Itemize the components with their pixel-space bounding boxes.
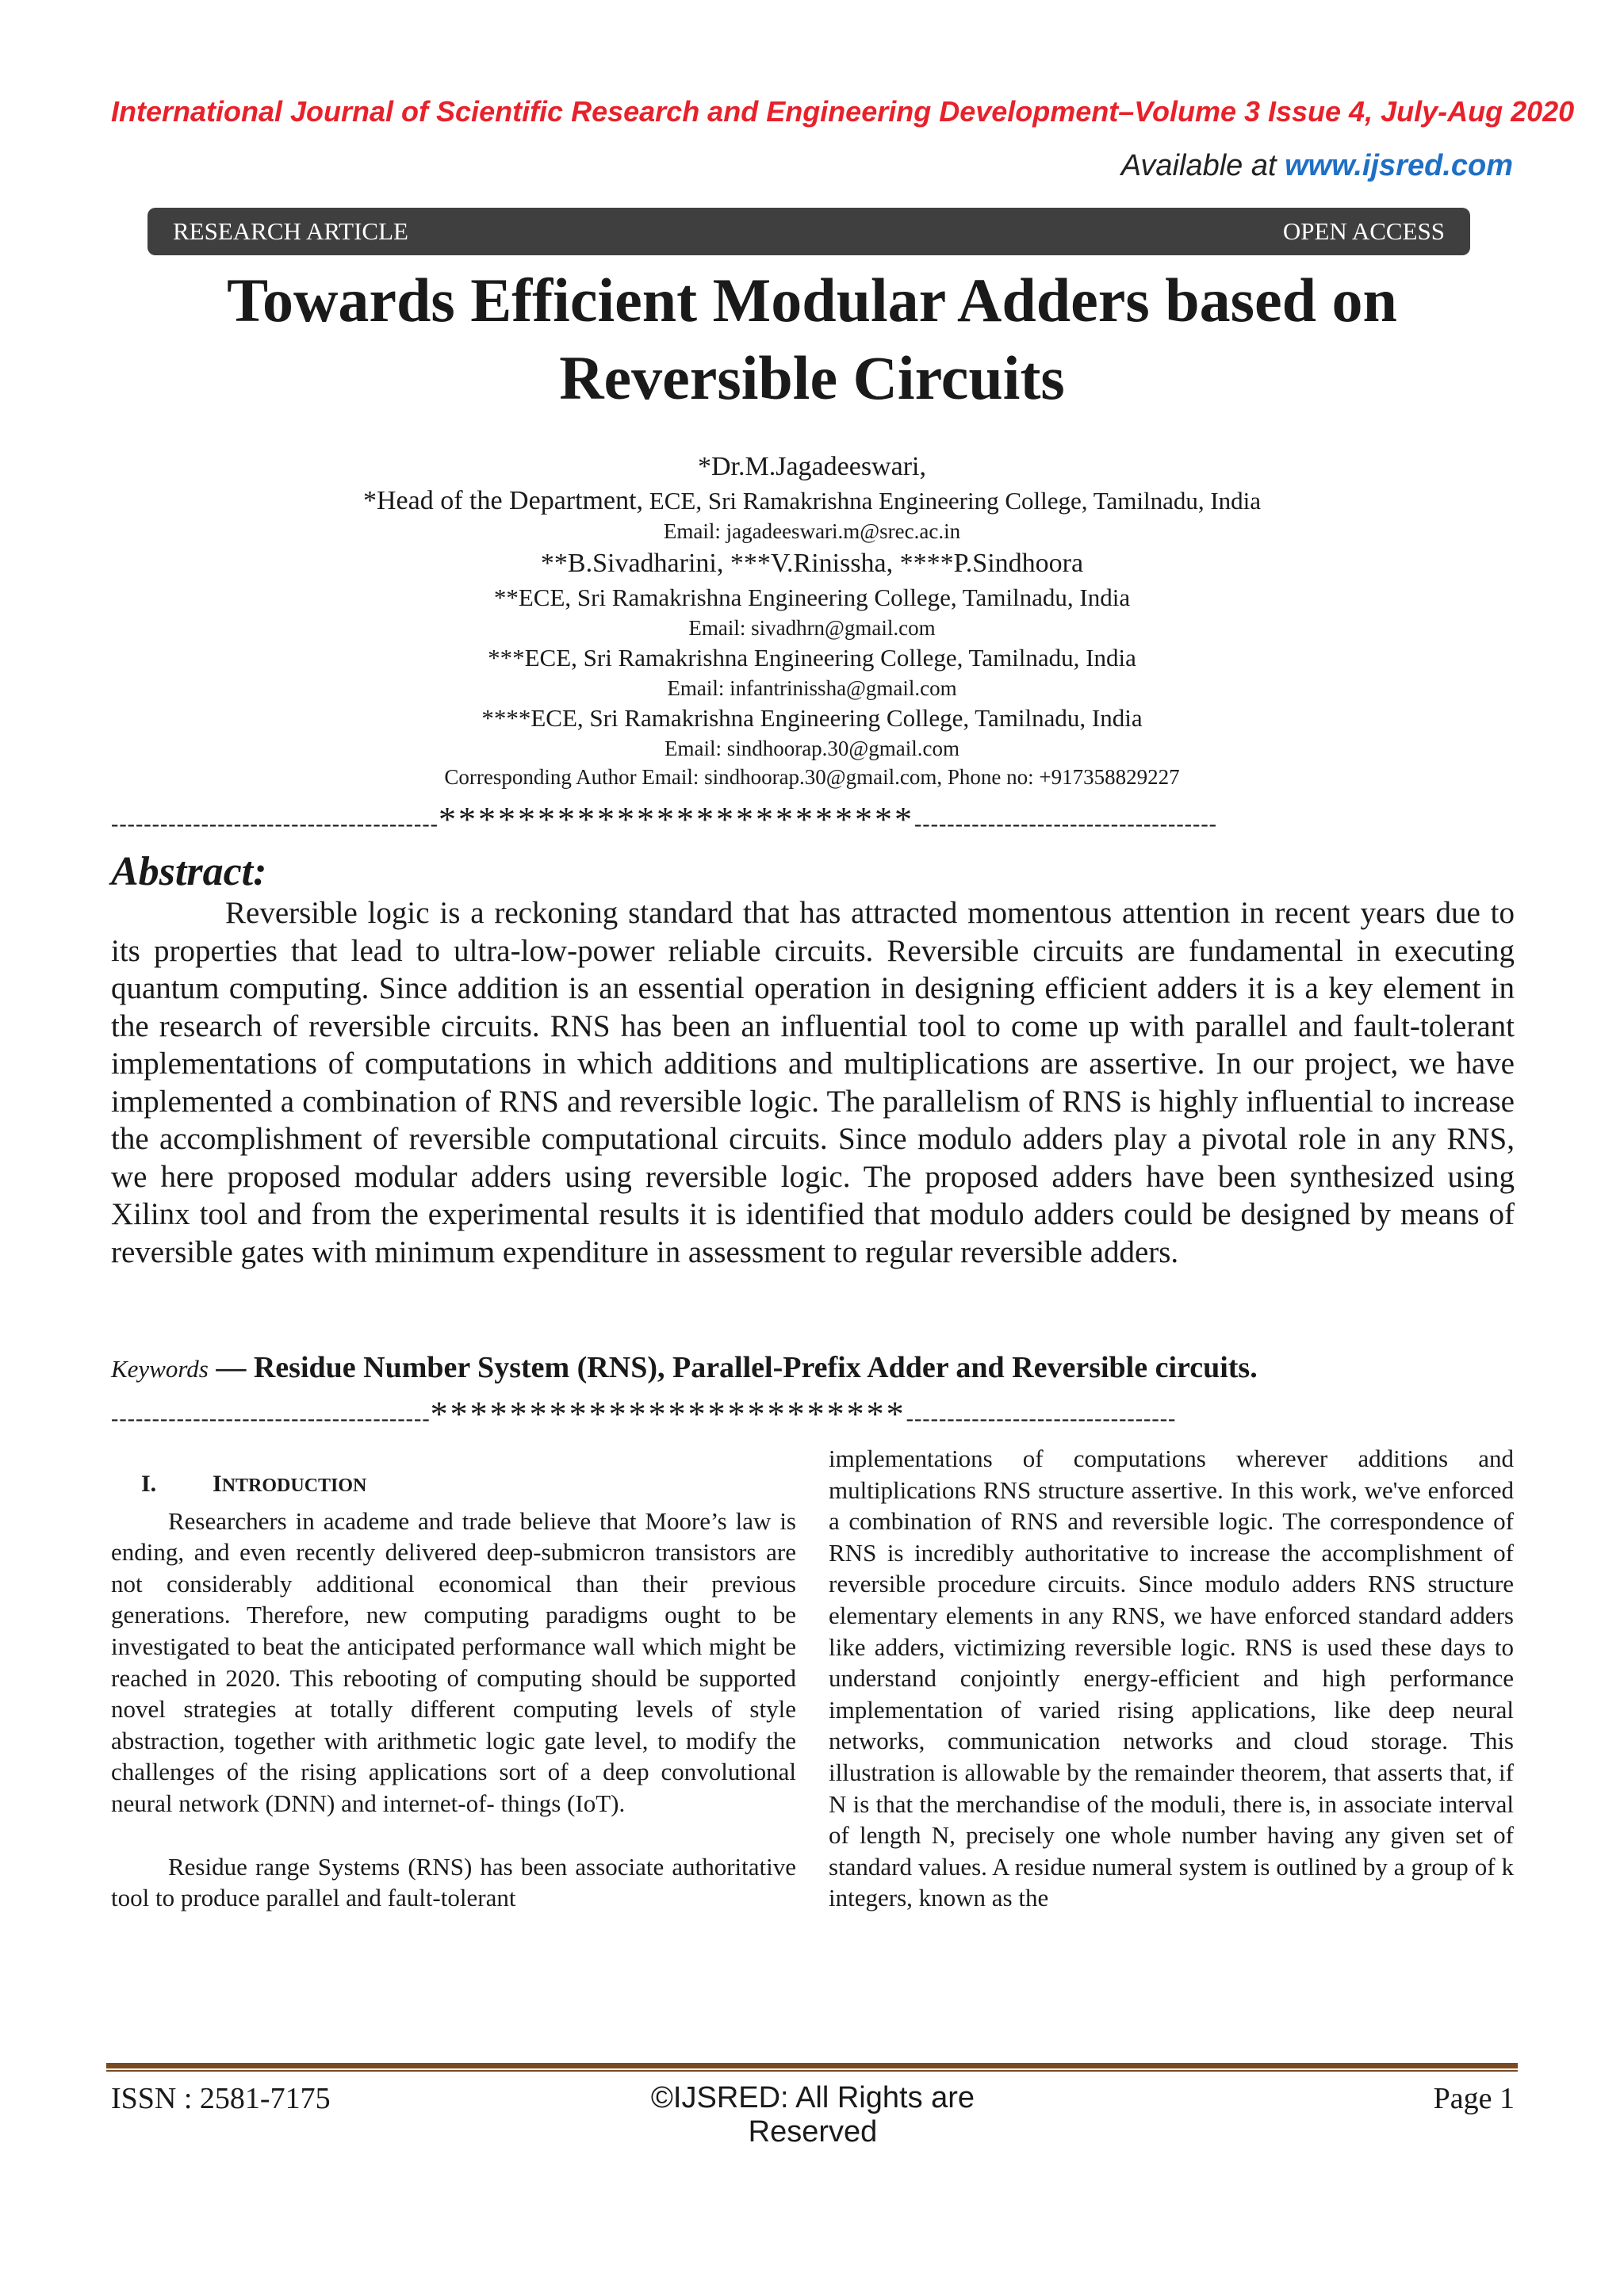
introduction-paragraph-3: implementations of computations wherever additions and multiplications RNS structure assertive. In this work, we've enforced a combination of RNS and reversible logic. The correspondence of RNS is incredibly authoritative to increase the accomplishment of reversible procedure circuits. Since modulo adders RNS structure elementary elements in any RNS, we have enforced standard adders like adders, victimizing reversible logic. RNS is used these days to understand conjointly energy-efficient and high performance implementation of varied rising applications, like deep neural networks, communication networks and cloud storage. This illustration is allowable by the remainder theorem, that asserts that, if N is that the merchandise of the moduli, there is, in associate interval of length N, precisely one whole number having any given set of standard values. A residue numeral system is outlined by a group of k integers, known as the [829, 1445, 1514, 1912]
paper-title [111, 262, 1513, 417]
abstract-text: Reversible logic is a reckoning standard that has attracted momentous attention in recent years due to its properties that lead to ultra-low-power reliable circuits. Reversible circuits are fundamental in executing quantum computing. Since addition is an essential operation in designing efficient adders it is a key element in the research of reversible circuits. RNS has been an influential tool to come up with parallel and fault-tolerant implementations of computations in which additions and multiplications are assertive. In our project, we have implemented a combination of RNS and reversible logic. The parallelism of RNS is highly influential to increase the accomplishment of reversible computational circuits. Since modulo adders play a pivotal role in any RNS, we here proposed modular adders using reversible logic. The proposed adders have been synthesized using Xilinx tool and from the experimental results it is identified that modulo adders could be designed by means of reversible gates with minimum expenditure in assessment to regular reversible adders. [111, 896, 1515, 1269]
availability-prefix: Available at [1120, 149, 1285, 182]
article-type-bar [147, 208, 1470, 255]
section-divider-bottom [111, 1397, 1515, 1437]
footer-rule-thin [106, 2070, 1518, 2072]
divider-stars: ************************ [438, 802, 914, 839]
footer-page-number: Page 1 [1433, 2082, 1515, 2115]
corresponding-author: Corresponding Author Email: sindhoorap.30@gmail.com, Phone no: +917358829227 [444, 765, 1180, 789]
lead-author-role: *Head of the Department, [362, 486, 644, 515]
keywords-line [111, 1350, 1515, 1385]
paper-title-line-1: Towards Efficient Modular Adders based on [227, 266, 1397, 335]
introduction-paragraph-2: Residue range Systems (RNS) has been associate authoritative tool to produce parallel and fault-tolerant [111, 1852, 796, 1912]
keywords-text: — Residue Number System (RNS), Parallel-Prefix Adder and Reversible circuits. [208, 1351, 1258, 1384]
section-heading-introduction [111, 1468, 796, 1502]
coauthor-names: **B.Sivadharini, ***V.Rinissha, ****P.Sindhoora [540, 549, 1084, 578]
research-article-label: RESEARCH ARTICLE [173, 217, 408, 245]
lead-author-affiliation [111, 485, 1513, 517]
divider-stars: ************************ [430, 1397, 906, 1433]
coauthor-2-email: Email: sivadhrn@gmail.com [688, 616, 936, 640]
paper-title-line-2: Reversible Circuits [559, 343, 1065, 412]
availability-line [1121, 149, 1513, 183]
divider-dashes-left: --------------------------------------- [111, 1406, 431, 1431]
section-title-rest: NTRODUCTION [221, 1475, 367, 1496]
coauthor-3-email: Email: infantrinissha@gmail.com [667, 676, 957, 700]
section-title-initial: I [213, 1471, 222, 1497]
coauthor-3-affiliation: ***ECE, Sri Ramakrishna Engineering College, Tamilnadu, India [488, 644, 1136, 672]
lead-author-name: *Dr.M.Jagadeeswari, [698, 452, 926, 481]
footer-copyright: ©IJSRED: All Rights are Reserved [650, 2081, 975, 2149]
divider-dashes-left: ---------------------------------------- [111, 812, 439, 836]
keywords-label: Keywords [111, 1355, 209, 1383]
abstract-heading: Abstract: [111, 849, 267, 894]
journal-website-link[interactable]: www.ijsred.com [1285, 149, 1513, 182]
coauthor-4-affiliation: ****ECE, Sri Ramakrishna Engineering College, Tamilnadu, India [481, 704, 1143, 732]
footer-rule-thick [106, 2063, 1518, 2068]
coauthor-2-affiliation: **ECE, Sri Ramakrishna Engineering College, Tamilnadu, India [493, 584, 1131, 611]
footer-issn: ISSN : 2581-7175 [111, 2082, 331, 2115]
journal-header: International Journal of Scientific Research and Engineering Development–Volume 3 Issue 4, July-Aug 2020 [111, 95, 1575, 128]
page-footer [111, 2081, 1515, 2149]
open-access-label: OPEN ACCESS [1282, 217, 1445, 245]
section-divider-top [111, 802, 1515, 842]
author-block [111, 449, 1513, 791]
divider-dashes-right: ------------------------------------- [914, 812, 1217, 836]
coauthor-4-email: Email: sindhoorap.30@gmail.com [664, 737, 960, 760]
lead-author-institution: ECE, Sri Ramakrishna Engineering College, Tamilnadu, India [643, 487, 1262, 515]
lead-author-email: Email: jagadeeswari.m@srec.ac.in [663, 519, 961, 543]
left-column [111, 1443, 796, 1914]
section-number: I. [141, 1471, 157, 1497]
divider-dashes-right: --------------------------------- [906, 1406, 1177, 1431]
right-column [829, 1443, 1514, 1914]
introduction-paragraph-1: Researchers in academe and trade believe that Moore’s law is ending, and even recently delivered deep-submicron transistors are not considerably additional economical than their previous generations. Therefore, new computing paradigms ought to be investigated to beat the anticipated performance wall which might be reached in 2020. This rebooting of computing should be supported novel strategies at totally different computing levels of style abstraction, together with arithmetic logic gate level, to modify the challenges of the rising applications sort of a deep convolutional neural network (DNN) and internet-of- things (IoT). [111, 1506, 796, 1817]
